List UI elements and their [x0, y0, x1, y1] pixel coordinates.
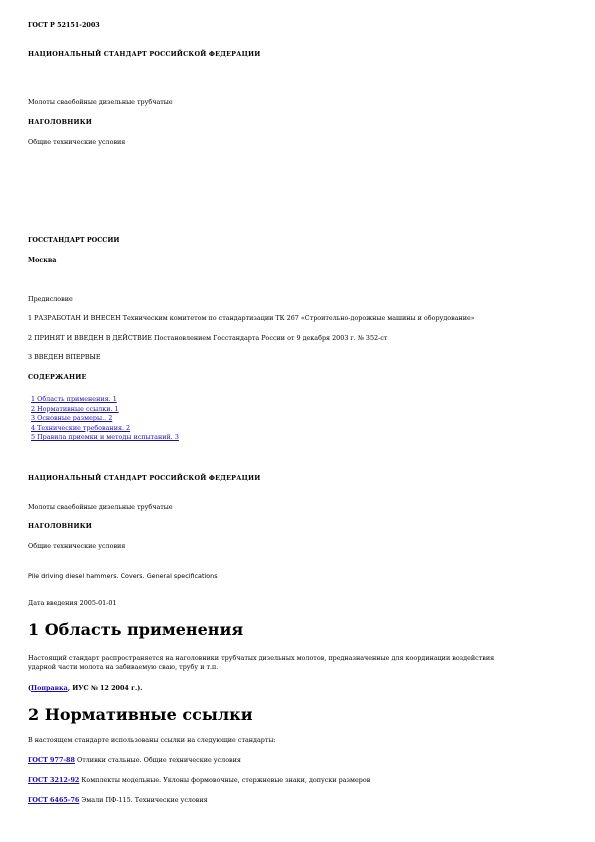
- reference-link-gost-977[interactable]: ГОСТ 977-88: [28, 756, 75, 764]
- reference-text: Эмали ПФ-115. Технические условия: [79, 796, 208, 804]
- city: Москва: [28, 256, 57, 264]
- reference-item: [28, 796, 208, 804]
- toc-link-references[interactable]: 2 Нормативные ссылки. 1: [31, 404, 119, 413]
- body-title-line-3: Общие технические условия: [28, 542, 126, 550]
- reference-text: Комплекты модельные. Уклоны формовочные, стержневые знаки, допуски размеров: [79, 776, 371, 784]
- reference-link-gost-3212[interactable]: ГОСТ 3212-92: [28, 776, 80, 784]
- intro-date: Дата введения 2005-01-01: [28, 599, 117, 607]
- reference-link-gost-6465[interactable]: ГОСТ 6465-76: [28, 796, 80, 804]
- amendment-link[interactable]: Поправка: [31, 684, 68, 692]
- toc-link-dimensions[interactable]: 3 Основные размеры.. 2: [31, 414, 113, 422]
- toc-link-acceptance[interactable]: 5 Правила приемки и методы испытаний. 3: [31, 433, 179, 441]
- amend-open: (: [28, 684, 32, 692]
- preface-heading: Предисловие: [28, 295, 73, 303]
- reference-text: Отливки стальные. Общие технические условия: [74, 756, 241, 764]
- section-1-para-line-2: ударной части молота на забиваемую сваю, трубу и т.п.: [28, 663, 219, 671]
- body-title-line-2: НАГОЛОВНИКИ: [28, 522, 92, 530]
- body-title-line-1: Молоты сваебойные дизельные трубчатые: [28, 503, 173, 511]
- body-title-english: Pile driving diesel hammers. Covers. General specifications: [28, 572, 218, 580]
- doc-code: ГОСТ Р 52151-2003: [28, 21, 100, 29]
- reference-item: [28, 776, 370, 784]
- publisher: ГОССТАНДАРТ РОССИИ: [28, 236, 120, 244]
- reference-item: [28, 756, 241, 764]
- preface-item-3: 3 ВВЕДЕН ВПЕРВЫЕ: [28, 353, 101, 361]
- section-2-heading: 2 Нормативные ссылки: [28, 705, 253, 724]
- section-2-intro: В настоящем стандарте использованы ссылки на следующие стандарты:: [28, 736, 276, 744]
- section-1-para-line-1: Настоящий стандарт распространяется на наголовники трубчатых дизельных молотов, предназначенные для координации воздействия: [28, 654, 495, 662]
- section-1-heading: 1 Область применения: [28, 620, 244, 639]
- preface-item-2: 2 ПРИНЯТ И ВВЕДЕН В ДЕЙСТВИЕ Постановлением Госстандарта России от 9 декабря 2003 г. № 352-ст: [28, 334, 388, 342]
- section-1-amendment: [28, 684, 143, 692]
- body-national-standard: НАЦИОНАЛЬНЫЙ СТАНДАРТ РОССИЙСКОЙ ФЕДЕРАЦИИ: [28, 474, 261, 482]
- national-standard-title: НАЦИОНАЛЬНЫЙ СТАНДАРТ РОССИЙСКОЙ ФЕДЕРАЦИИ: [28, 50, 261, 58]
- table-of-contents: [31, 395, 179, 443]
- amend-rest: , ИУС № 12 2004 г.).: [67, 684, 143, 692]
- preface-item-1: 1 РАЗРАБОТАН И ВНЕСЕН Техническим комитетом по стандартизации ТК 267 «Строительно-дорожные машины и оборудование»: [28, 314, 475, 322]
- title-line-1: Молоты сваебойные дизельные трубчатые: [28, 98, 173, 106]
- toc-link-scope[interactable]: 1 Область применения. 1: [31, 395, 117, 403]
- toc-link-requirements[interactable]: 4 Технические требования. 2: [31, 423, 131, 432]
- toc-heading: СОДЕРЖАНИЕ: [28, 373, 87, 381]
- title-line-3: Общие технические условия: [28, 138, 126, 146]
- title-line-2: НАГОЛОВНИКИ: [28, 118, 92, 126]
